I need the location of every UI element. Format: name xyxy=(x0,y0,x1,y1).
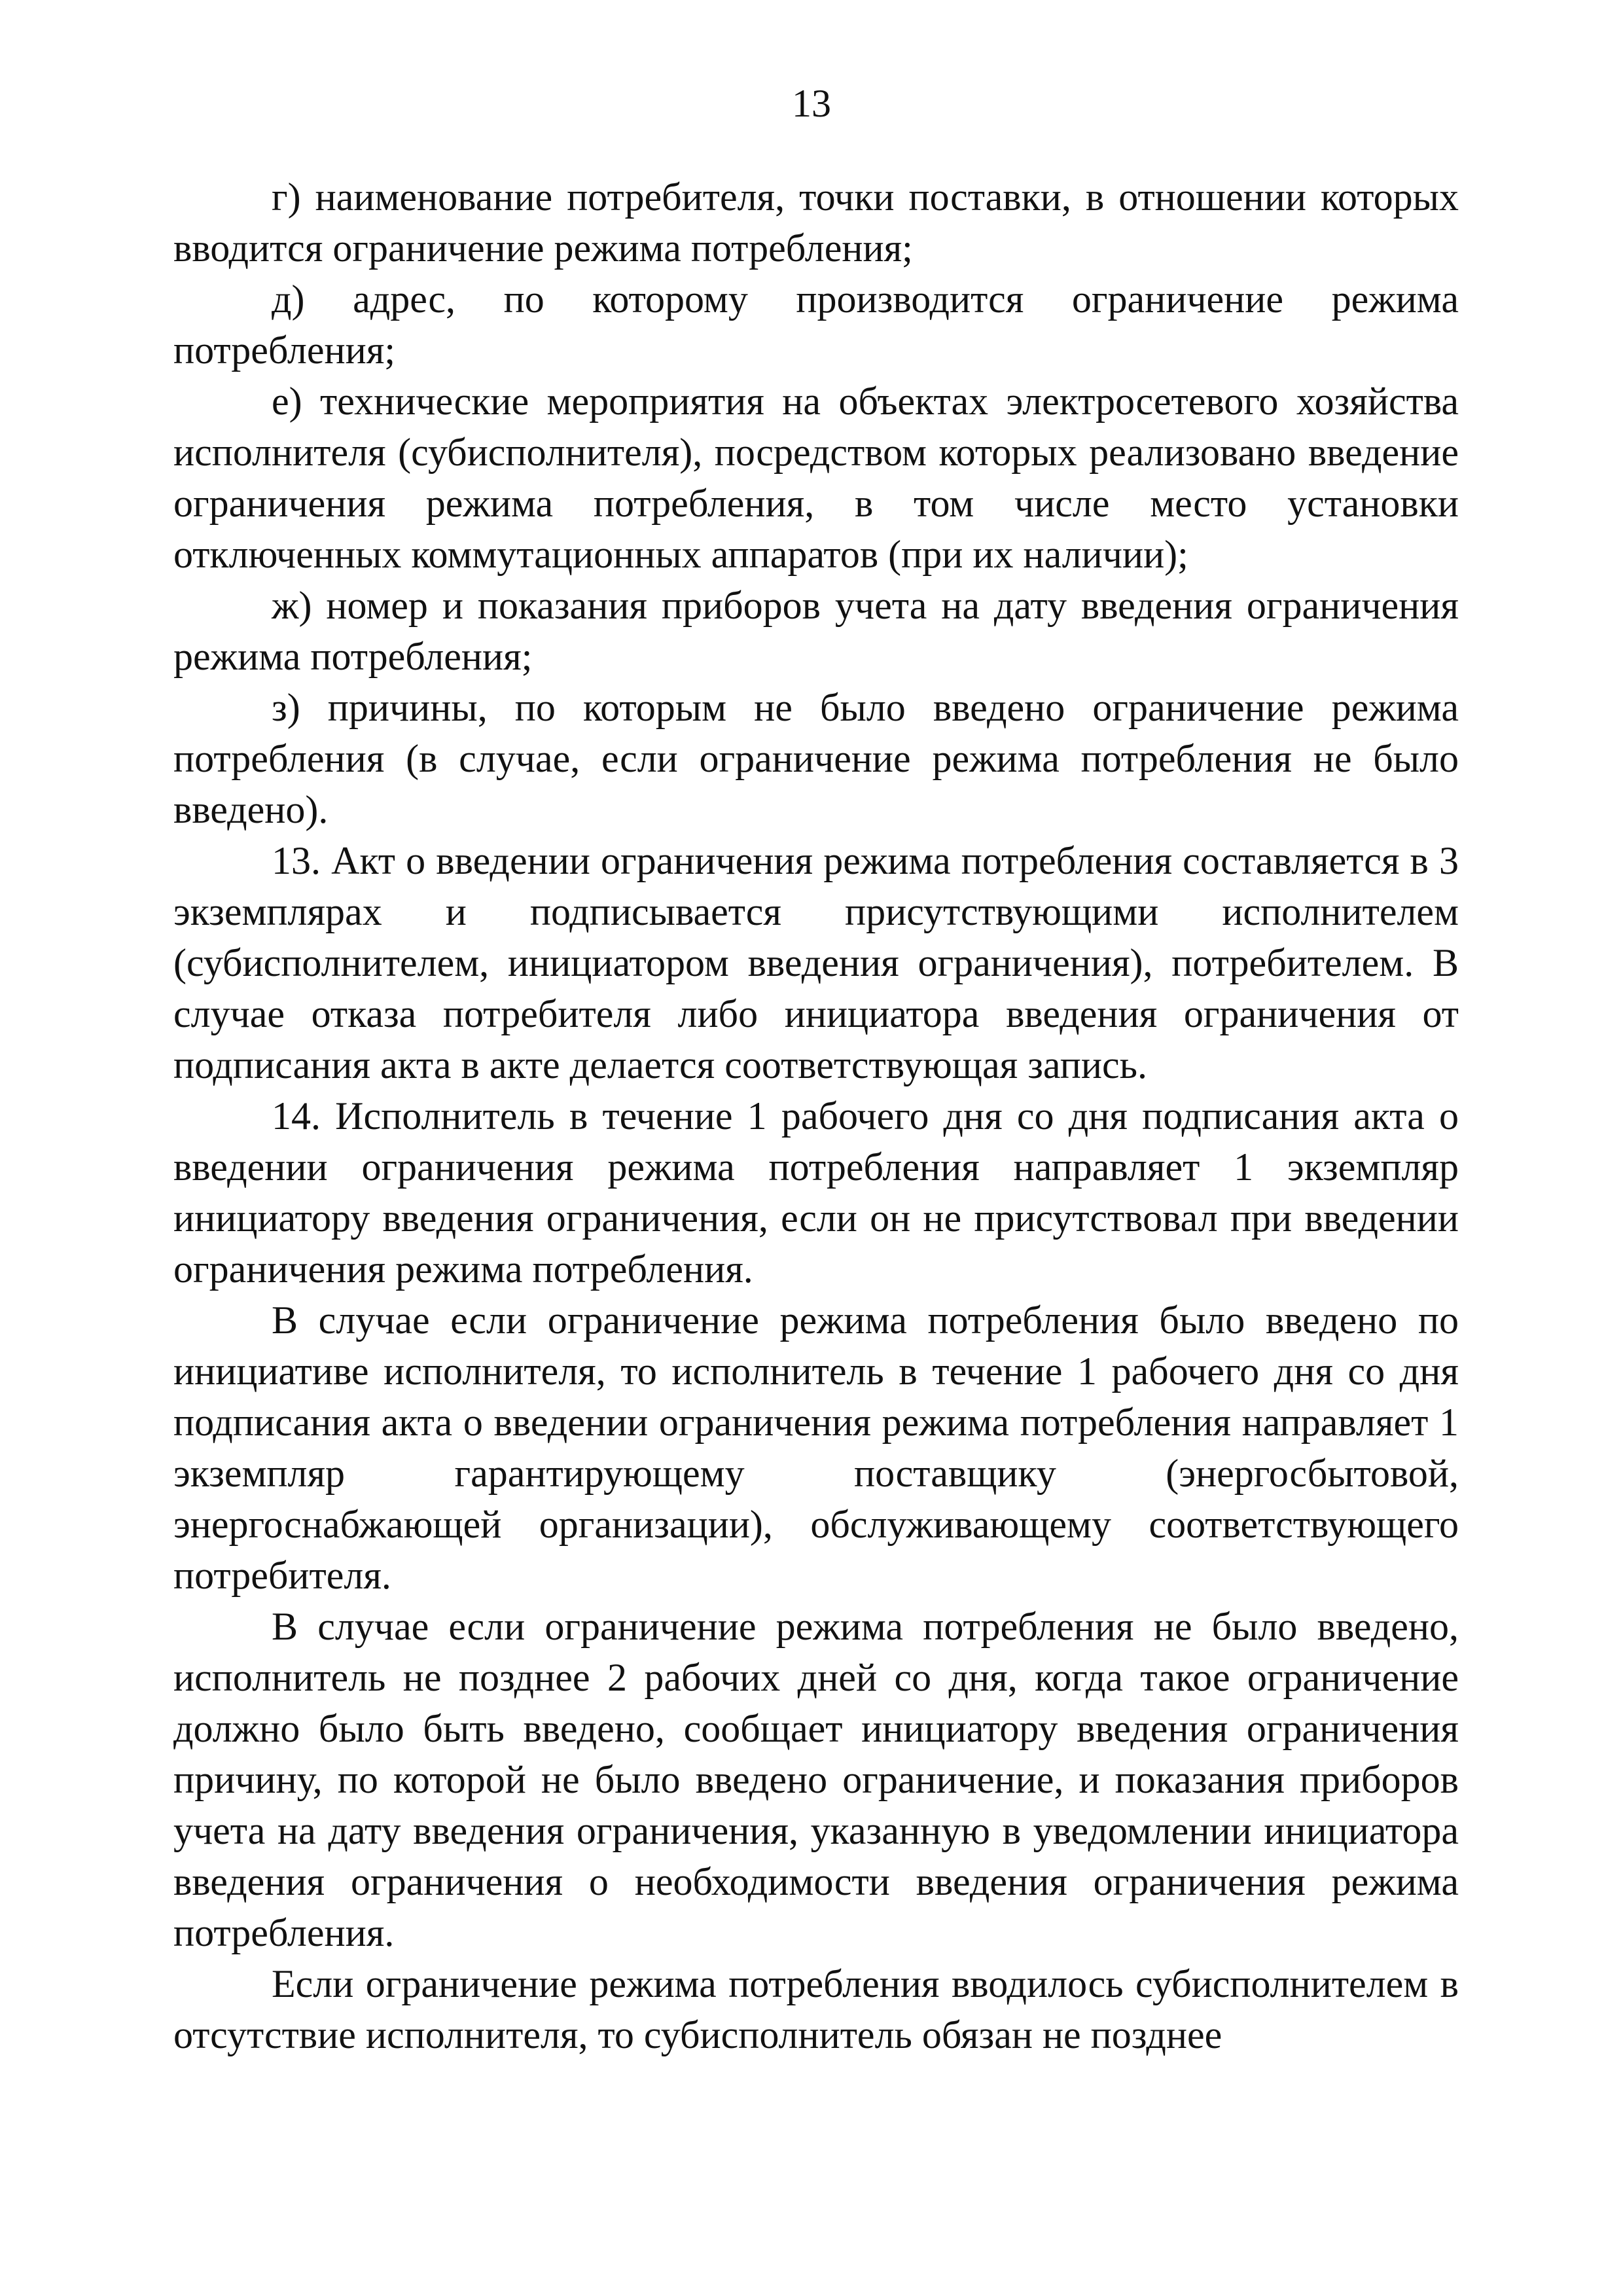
document-body xyxy=(173,171,1459,2060)
paragraph-14: 14. Исполнитель в течение 1 рабочего дня со дня подписания акта о введении ограничения режима потребления направляет 1 экземпляр инициатору введения ограничения, если он не присутствовал при введении ограничения режима потребления. xyxy=(173,1094,1459,1291)
paragraph-14-initiative: В случае если ограничение режима потребления было введено по инициативе исполнителя, то исполнитель в течение 1 рабочего дня со дня подписания акта о введении ограничения режима потребления направляет 1 экземпляр гарантирующему поставщику (энергосбытовой, энергоснабжающей организации), обслуживающему соответствующего потребителя. xyxy=(173,1299,1459,1597)
paragraph-14-subcontractor: Если ограничение режима потребления вводилось субисполнителем в отсутствие исполнителя, то субисполнитель обязан не позднее xyxy=(173,1962,1459,2056)
paragraph-e: е) технические мероприятия на объектах электросетевого хозяйства исполнителя (субисполнителя), посредством которых реализовано введение ограничения режима потребления, в том числе место установки отключенных коммутационных аппаратов (при их наличии); xyxy=(173,380,1459,576)
page-number: 13 xyxy=(792,82,831,125)
paragraph-zh: ж) номер и показания приборов учета на дату введения ограничения режима потребления; xyxy=(173,584,1459,678)
paragraph-g: г) наименование потребителя, точки поставки, в отношении которых вводится ограничение режима потребления; xyxy=(173,175,1459,270)
paragraph-14-not-introduced: В случае если ограничение режима потребления не было введено, исполнитель не позднее 2 рабочих дней со дня, когда такое ограничение должно было быть введено, сообщает инициатору введения ограничения причину, по которой не было введено ограничение, и показания приборов учета на дату введения ограничения, указанную в уведомлении инициатора введения ограничения о необходимости введения ограничения режима потребления. xyxy=(173,1605,1459,1954)
paragraph-13: 13. Акт о введении ограничения режима потребления составляется в 3 экземплярах и подписывается присутствующими исполнителем (субисполнителем, инициатором введения ограничения), потребителем. В случае отказа потребителя либо инициатора введения ограничения от подписания акта в акте делается соответствующая запись. xyxy=(173,839,1459,1086)
paragraph-z: з) причины, по которым не было введено ограничение режима потребления (в случае, если ограничение режима потребления не было введено). xyxy=(173,686,1459,831)
paragraph-d: д) адрес, по которому производится ограничение режима потребления; xyxy=(173,278,1459,372)
